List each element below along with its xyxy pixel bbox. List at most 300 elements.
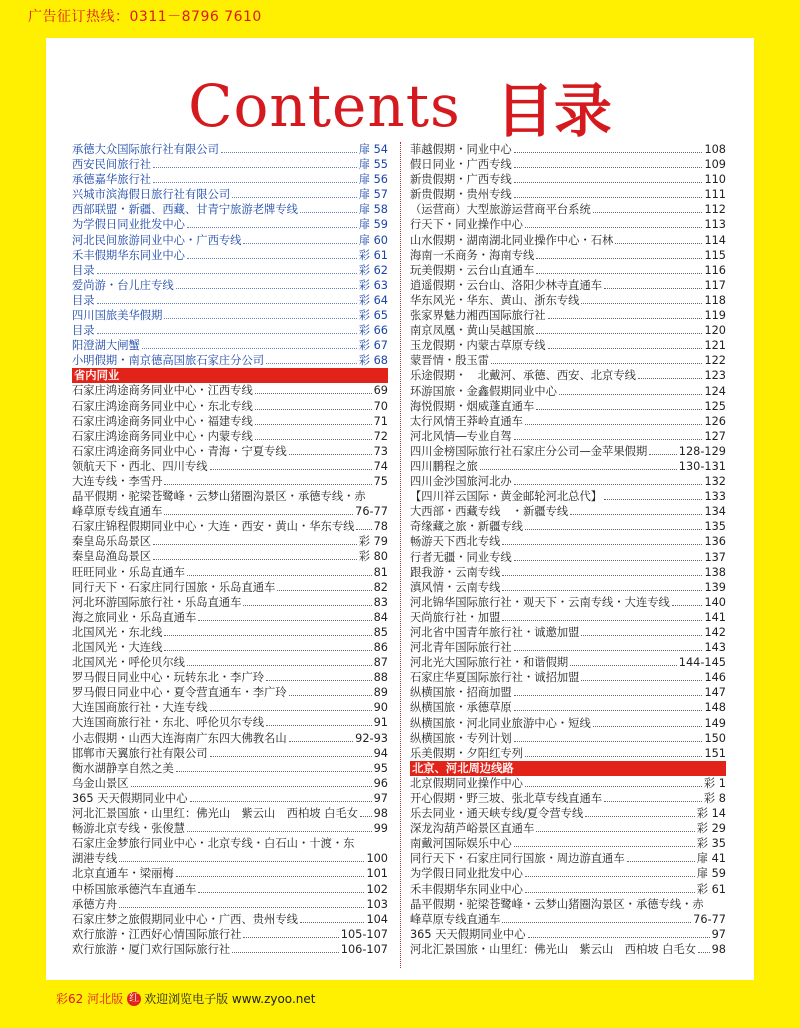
toc-entry[interactable]: [72, 685, 388, 700]
toc-entry[interactable]: [72, 791, 388, 806]
title-chinese: 目录: [495, 77, 612, 145]
toc-leader-dots: [514, 484, 703, 485]
toc-leader-dots: [187, 258, 357, 259]
toc-leader-dots: [266, 680, 372, 681]
toc-entry[interactable]: [410, 414, 726, 429]
toc-entry[interactable]: [72, 233, 388, 248]
toc-entry-page: 彩 63: [358, 278, 388, 292]
toc-entry[interactable]: [72, 640, 388, 655]
toc-entry-page: 106-107: [340, 942, 388, 956]
toc-entry[interactable]: [72, 912, 388, 927]
toc-leader-dots: [97, 273, 357, 274]
toc-entry-page: 扉 57: [358, 188, 388, 202]
toc-entry[interactable]: [410, 474, 726, 489]
toc-entry[interactable]: [410, 308, 726, 323]
toc-entry[interactable]: [72, 866, 388, 881]
toc-entry-title: 目录: [72, 324, 95, 338]
toc-entry-title: 罗马假日同业中心・玩转东北・李广玲: [72, 671, 265, 685]
toc-leader-dots: [176, 876, 365, 877]
toc-entry[interactable]: [410, 700, 726, 715]
toc-entry[interactable]: [410, 685, 726, 700]
toc-leader-dots: [198, 620, 371, 621]
toc-entry-title: 晶平假期・驼梁苍鹭峰・云梦山猪圈沟景区・承德专线・赤: [72, 490, 366, 504]
toc-leader-dots: [164, 650, 371, 651]
toc-leader-dots: [255, 439, 372, 440]
toc-entry[interactable]: [410, 142, 726, 157]
toc-entry-title: 海之旅同业・乐岛直通车: [72, 610, 197, 624]
toc-entry[interactable]: [72, 142, 388, 157]
toc-entry-page: 104: [366, 912, 388, 926]
toc-entry[interactable]: [72, 172, 388, 187]
toc-entry-title: 假日同业・广西专线: [410, 158, 512, 172]
toc-entry-title: 开心假期・野三坡、张北草专线直通车: [410, 791, 603, 805]
toc-leader-dots: [187, 831, 372, 832]
toc-entry-page: 76-77: [355, 505, 388, 519]
toc-leader-dots: [581, 635, 702, 636]
toc-entry-page: 81: [373, 565, 388, 579]
toc-entry-title: 玉龙假期・内蒙古草原专线: [410, 339, 546, 353]
toc-entry-title: 同行天下・石家庄同行国旅・乐岛直通车: [72, 580, 276, 594]
toc-entry-title: 新贵假期・广西专线: [410, 173, 512, 187]
toc-entry-page: 91: [373, 716, 388, 730]
toc-leader-dots: [210, 469, 372, 470]
toc-entry-title: 山水假期・湖南湖北同业操作中心・石林: [410, 233, 614, 247]
toc-leader-dots: [190, 801, 372, 802]
toc-leader-dots: [615, 243, 702, 244]
toc-entry-page: 110: [704, 173, 726, 187]
toc-entry[interactable]: [72, 670, 388, 685]
toc-entry[interactable]: [72, 549, 388, 564]
toc-entry-title: 罗马假日同业中心・夏令营直通车・李广玲: [72, 686, 287, 700]
toc-leader-dots: [502, 590, 702, 591]
toc-leader-dots: [97, 333, 357, 334]
toc-entry-title: 目录: [72, 293, 95, 307]
toc-entry[interactable]: [410, 776, 726, 791]
toc-left-column: [72, 142, 388, 957]
toc-entry[interactable]: [72, 927, 388, 942]
toc-entry-page: 116: [704, 263, 726, 277]
toc-entry[interactable]: [410, 912, 726, 927]
toc-entry-title: 石家庄梦之旅假期同业中心・广西、贵州专线: [72, 912, 298, 926]
toc-leader-dots: [153, 559, 357, 560]
toc-leader-dots: [266, 363, 357, 364]
toc-entry[interactable]: [72, 278, 388, 293]
toc-entry-title: 河北民间旅游同业中心・广西专线: [72, 233, 242, 247]
toc-entry-title: 为学假日同业批发中心: [410, 867, 523, 881]
toc-entry[interactable]: [72, 263, 388, 278]
toc-entry-title: 行者无疆・同业专线: [410, 550, 512, 564]
toc-entry-title: 纵横国旅・承德草原: [410, 701, 512, 715]
toc-leader-dots: [672, 605, 703, 606]
toc-leader-dots: [480, 469, 677, 470]
toc-entry[interactable]: [72, 625, 388, 640]
toc-entry-page: 彩 67: [358, 339, 388, 353]
toc-leader-dots: [581, 680, 702, 681]
toc-entry-title: 华东风光・华东、黄山、浙东专线: [410, 293, 580, 307]
toc-entry[interactable]: [410, 278, 726, 293]
toc-entry[interactable]: [72, 715, 388, 730]
toc-entry-page: 69: [373, 384, 388, 398]
toc-entry-page: 127: [704, 429, 726, 443]
toc-entry-title: 海南一禾商务・海南专线: [410, 248, 535, 262]
toc-leader-dots: [255, 424, 372, 425]
toc-entry[interactable]: [72, 338, 388, 353]
contents-panel: [46, 38, 754, 980]
toc-entry-page: 扉 58: [358, 203, 388, 217]
toc-entry-title: 【四川祥云国际・黄金邮轮河北总代】: [410, 490, 603, 504]
toc-entry[interactable]: [410, 399, 726, 414]
toc-entry-page: 150: [704, 731, 726, 745]
toc-entry-page: 134: [704, 505, 726, 519]
toc-entry[interactable]: [410, 489, 726, 504]
toc-leader-dots: [528, 937, 710, 938]
toc-entry[interactable]: [410, 233, 726, 248]
toc-entry[interactable]: [72, 882, 388, 897]
toc-entry-page: 彩 1: [703, 776, 726, 790]
toc-entry[interactable]: [72, 504, 388, 519]
toc-leader-dots: [536, 333, 702, 334]
toc-entry-title: 乐美假期・夕阳红专列: [410, 746, 523, 760]
toc-entry-page: 126: [704, 414, 726, 428]
toc-entry[interactable]: [72, 836, 388, 851]
toc-entry[interactable]: [72, 248, 388, 263]
toc-leader-dots: [525, 892, 695, 893]
toc-entry-page: 彩 35: [696, 837, 726, 851]
toc-entry-title: 晶平假期・驼梁苍鹭峰・云梦山猪圈沟景区・承德专线・赤: [410, 897, 704, 911]
toc-leader-dots: [277, 590, 371, 591]
toc-entry[interactable]: [410, 866, 726, 881]
toc-entry[interactable]: [410, 459, 726, 474]
toc-leader-dots: [649, 454, 677, 455]
toc-entry-page: 101: [366, 867, 388, 881]
toc-entry[interactable]: [72, 429, 388, 444]
toc-leader-dots: [300, 922, 364, 923]
toc-entry[interactable]: [410, 550, 726, 565]
toc-entry-page: 130-131: [678, 459, 726, 473]
toc-entry[interactable]: [72, 595, 388, 610]
toc-entry[interactable]: [72, 700, 388, 715]
toc-entry-page: 117: [704, 278, 726, 292]
toc-leader-dots: [593, 726, 703, 727]
toc-leader-dots: [187, 575, 372, 576]
toc-entry[interactable]: [410, 836, 726, 851]
toc-entry[interactable]: [410, 882, 726, 897]
toc-leader-dots: [525, 786, 702, 787]
toc-entry-page: 132: [704, 475, 726, 489]
toc-entry[interactable]: [72, 383, 388, 398]
toc-entry[interactable]: [410, 565, 726, 580]
toc-entry-title: 石家庄鸿途商务同业中心・内蒙专线: [72, 429, 253, 443]
toc-entry[interactable]: [410, 429, 726, 444]
toc-entry-title: 大西部・西藏专线 ・新疆专线: [410, 505, 569, 519]
toc-leader-dots: [187, 227, 357, 228]
toc-entry-title: 畅游北京专线・张俊慧: [72, 822, 185, 836]
toc-entry[interactable]: [72, 157, 388, 172]
toc-entry-title: 阳澄湖大闸蟹: [72, 339, 140, 353]
toc-leader-dots: [525, 227, 702, 228]
toc-entry[interactable]: [72, 444, 388, 459]
toc-entry-page: 76-77: [693, 912, 726, 926]
toc-entry-page: 138: [704, 565, 726, 579]
toc-leader-dots: [514, 846, 695, 847]
toc-entry[interactable]: [410, 610, 726, 625]
toc-entry[interactable]: [410, 731, 726, 746]
toc-entry[interactable]: [410, 851, 726, 866]
toc-entry[interactable]: [410, 384, 726, 399]
toc-entry[interactable]: [72, 489, 388, 504]
toc-entry[interactable]: [410, 202, 726, 217]
toc-leader-dots: [153, 182, 357, 183]
toc-entry-page: 144-145: [678, 656, 726, 670]
toc-leader-dots: [289, 454, 372, 455]
toc-entry[interactable]: [72, 655, 388, 670]
toc-entry[interactable]: [72, 534, 388, 549]
ad-hotline: 广告征订热线：0311－8796 7610: [28, 9, 262, 25]
toc-entry-page: 111: [704, 188, 726, 202]
toc-leader-dots: [164, 635, 371, 636]
toc-right-column: [410, 142, 726, 957]
toc-entry-title: 河北环游国际旅行社・乐岛直通车: [72, 595, 242, 609]
toc-leader-dots: [119, 907, 364, 908]
toc-entry-page: 彩 68: [358, 354, 388, 368]
toc-entry-page: 147: [704, 686, 726, 700]
toc-entry[interactable]: [72, 519, 388, 534]
toc-leader-dots: [243, 243, 356, 244]
toc-entry[interactable]: [410, 595, 726, 610]
toc-leader-dots: [570, 514, 702, 515]
toc-entry[interactable]: [72, 293, 388, 308]
toc-entry[interactable]: [410, 519, 726, 534]
toc-entry-title: 环游国旅・金鑫假期同业中心: [410, 384, 557, 398]
toc-leader-dots: [255, 409, 372, 410]
toc-entry[interactable]: [72, 776, 388, 791]
toc-leader-dots: [153, 544, 357, 545]
toc-entry-page: 彩 80: [358, 550, 388, 564]
toc-entry[interactable]: [72, 897, 388, 912]
title-english: Contents: [188, 72, 461, 140]
toc-entry[interactable]: [410, 942, 726, 957]
footer-website[interactable]: 欢迎浏览电子版 www.zyoo.net: [144, 992, 316, 1006]
toc-entry-title: 北京直通车・梁丽梅: [72, 867, 174, 881]
toc-entry[interactable]: [72, 187, 388, 202]
toc-entry-title: 欢行旅游・厦门欢行国际旅行社: [72, 942, 231, 956]
toc-entry-title: 小志假期・山西大连海南广东四大佛教名山: [72, 731, 287, 745]
toc-entry-page: 扉 54: [358, 143, 388, 156]
toc-entry-page: 82: [373, 580, 388, 594]
toc-entry[interactable]: [410, 323, 726, 338]
toc-entry[interactable]: [72, 821, 388, 836]
toc-entry-title: 小明假期・南京德高国旅石家庄分公司: [72, 354, 265, 368]
toc-leader-dots: [536, 409, 702, 410]
toc-leader-dots: [514, 650, 703, 651]
toc-entry[interactable]: [410, 263, 726, 278]
toc-entry[interactable]: [72, 399, 388, 414]
toc-entry-page: 133: [704, 490, 726, 504]
toc-entry-page: 123: [704, 369, 726, 383]
toc-leader-dots: [119, 861, 364, 862]
toc-entry-title: 菲越假期・同业中心: [410, 143, 512, 156]
toc-leader-dots: [97, 303, 357, 304]
toc-leader-dots: [698, 952, 710, 953]
red-badge-icon: 红: [129, 992, 140, 1004]
toc-entry[interactable]: [410, 444, 726, 459]
toc-entry[interactable]: [410, 187, 726, 202]
toc-entry-page: 140: [704, 595, 726, 609]
toc-entry-title: 北京假期同业操作中心: [410, 776, 523, 790]
toc-leader-dots: [514, 197, 703, 198]
toc-leader-dots: [536, 831, 694, 832]
toc-entry[interactable]: [410, 791, 726, 806]
toc-entry-page: 72: [373, 429, 388, 443]
toc-entry-page: 109: [704, 158, 726, 172]
toc-leader-dots: [593, 212, 703, 213]
toc-leader-dots: [164, 484, 371, 485]
edition-label: 彩62 河北版: [56, 992, 124, 1006]
toc-entry[interactable]: [410, 821, 726, 836]
toc-entry[interactable]: [72, 610, 388, 625]
toc-entry-page: 70: [373, 399, 388, 413]
toc-entry-title: 兴城市滨海假日旅行社有限公司: [72, 188, 231, 202]
toc-entry[interactable]: [410, 806, 726, 821]
toc-entry-title: 玩美假期・云台山直通车: [410, 263, 535, 277]
toc-entry-page: 彩 65: [358, 309, 388, 323]
toc-entry[interactable]: [72, 746, 388, 761]
toc-entry-title: 乌金山景区: [72, 776, 129, 790]
toc-entry[interactable]: [72, 580, 388, 595]
toc-entry-title: 石家庄鸿途商务同业中心・青海・宁夏专线: [72, 444, 287, 458]
toc-leader-dots: [638, 378, 702, 379]
toc-entry[interactable]: [72, 414, 388, 429]
toc-entry[interactable]: [410, 534, 726, 549]
section-header: 北京、河北周边线路: [410, 761, 726, 776]
toc-entry[interactable]: [72, 942, 388, 957]
toc-entry[interactable]: [410, 716, 726, 731]
toc-entry-title: 北国风光・呼伦贝尔线: [72, 656, 185, 670]
toc-entry-page: 102: [366, 882, 388, 896]
toc-entry[interactable]: [72, 474, 388, 489]
toc-entry[interactable]: [410, 248, 726, 263]
toc-leader-dots: [243, 937, 338, 938]
toc-entry-title: 邯郸市天翼旅行社有限公司: [72, 746, 208, 760]
toc-leader-dots: [502, 544, 702, 545]
toc-entry-title: 纵横国旅・招商加盟: [410, 686, 512, 700]
toc-entry[interactable]: [410, 655, 726, 670]
toc-entry-page: 74: [373, 459, 388, 473]
toc-entry[interactable]: [72, 761, 388, 776]
page-title: [46, 64, 754, 148]
toc-leader-dots: [536, 258, 702, 259]
toc-entry-title: 湖港专线: [72, 852, 118, 866]
toc-entry[interactable]: [410, 353, 726, 368]
toc-entry[interactable]: [72, 308, 388, 323]
toc-leader-dots: [300, 212, 357, 213]
toc-entry[interactable]: [72, 731, 388, 746]
toc-entry[interactable]: [410, 338, 726, 353]
toc-entry[interactable]: [410, 625, 726, 640]
toc-entry-title: 河北青年国际旅行社: [410, 641, 512, 655]
toc-entry[interactable]: [72, 202, 388, 217]
toc-entry-page: 96: [373, 776, 388, 790]
toc-entry-page: 119: [704, 309, 726, 323]
toc-entry-page: 88: [373, 671, 388, 685]
toc-entry[interactable]: [410, 746, 726, 761]
toc-entry[interactable]: [410, 504, 726, 519]
toc-entry-title: 承德方舟: [72, 897, 118, 911]
toc-leader-dots: [525, 424, 702, 425]
toc-entry-title: 北国风光・东北线: [72, 625, 163, 639]
toc-entry[interactable]: [72, 353, 388, 368]
toc-entry-page: 90: [373, 701, 388, 715]
toc-entry-title: 河北省中国青年旅行社・诚邀加盟: [410, 626, 580, 639]
toc-entry-title: （运营商）大型旅游运营商平台系统: [410, 203, 591, 217]
toc-entry-title: 大连国商旅行社・东北、呼伦贝尔专线: [72, 716, 265, 730]
toc-entry-page: 125: [704, 399, 726, 413]
toc-entry-page: 113: [704, 218, 726, 232]
toc-entry-title: 四川国旅美华假期: [72, 309, 163, 323]
toc-entry-page: 彩 8: [703, 791, 726, 805]
section-header: 省内同业: [72, 368, 388, 383]
toc-leader-dots: [187, 665, 372, 666]
toc-entry[interactable]: [72, 851, 388, 866]
toc-entry-page: 108: [704, 143, 726, 156]
toc-entry-page: 115: [704, 248, 726, 262]
toc-entry-title: 河北锦华国际旅行社・观天下・云南专线・大连专线: [410, 595, 670, 609]
toc-entry[interactable]: [410, 368, 726, 383]
toc-entry-title: 海悦假期・烟威蓬直通车: [410, 399, 535, 413]
toc-entry-page: 彩 61: [696, 882, 726, 896]
toc-entry-title: 秦皇岛渔岛景区: [72, 550, 152, 564]
toc-entry-page: 彩 61: [358, 248, 388, 262]
toc-entry[interactable]: [72, 323, 388, 338]
toc-entry-page: 84: [373, 610, 388, 624]
toc-entry-page: 扉 41: [696, 852, 726, 866]
toc-entry[interactable]: [410, 640, 726, 655]
toc-entry[interactable]: [410, 897, 726, 912]
toc-entry-page: 99: [373, 822, 388, 836]
toc-entry-title: 大连专线・李雪丹: [72, 474, 163, 488]
toc-entry-title: 旺旺同业・乐岛直通车: [72, 565, 185, 579]
toc-entry[interactable]: [72, 806, 388, 821]
toc-leader-dots: [153, 167, 357, 168]
toc-entry[interactable]: [72, 565, 388, 580]
toc-entry[interactable]: [410, 927, 726, 942]
toc-entry-title: 乐去同业・通天峡专线/夏令营专线: [410, 807, 584, 821]
toc-leader-dots: [627, 861, 695, 862]
toc-entry-page: 83: [373, 595, 388, 609]
toc-entry-page: 148: [704, 701, 726, 715]
toc-entry[interactable]: [72, 459, 388, 474]
toc-entry-page: 121: [704, 339, 726, 353]
toc-leader-dots: [289, 695, 372, 696]
toc-entry-page: 135: [704, 520, 726, 534]
toc-entry[interactable]: [72, 217, 388, 232]
toc-leader-dots: [255, 393, 372, 394]
toc-entry[interactable]: [410, 157, 726, 172]
toc-entry[interactable]: [410, 172, 726, 187]
toc-entry[interactable]: [410, 217, 726, 232]
toc-leader-dots: [502, 620, 702, 621]
toc-entry[interactable]: [410, 293, 726, 308]
toc-entry-title: 天尚旅行社・加盟: [410, 610, 501, 624]
toc-entry-title: 石家庄金梦旅行同业中心・北京专线・白石山・十渡・东: [72, 837, 355, 851]
toc-entry-title: 承德大众国际旅行社有限公司: [72, 143, 219, 156]
toc-entry-title: 行天下・同业操作中心: [410, 218, 523, 232]
toc-entry[interactable]: [410, 580, 726, 595]
toc-entry-page: 92-93: [355, 731, 388, 745]
toc-leader-dots: [356, 529, 371, 530]
toc-entry[interactable]: [410, 670, 726, 685]
toc-entry-title: 365 天天假期同业中心: [72, 791, 188, 805]
